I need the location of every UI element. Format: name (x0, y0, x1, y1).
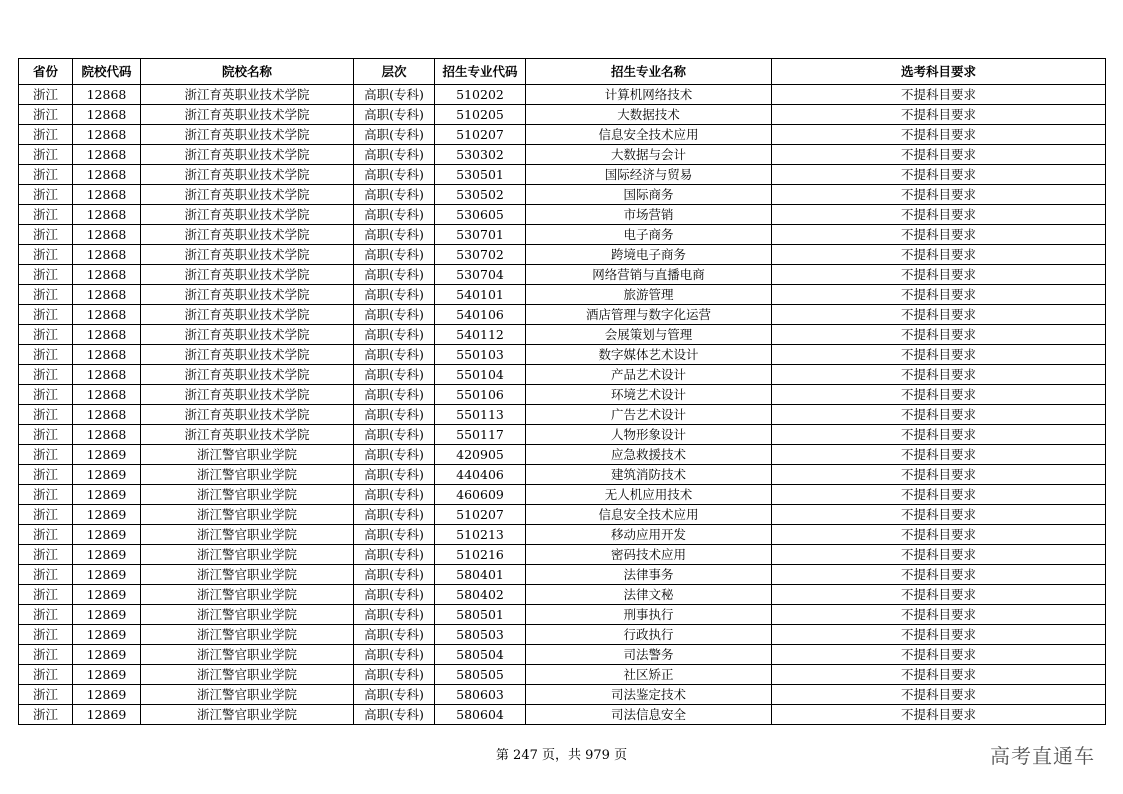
cell-major-code: 510213 (435, 525, 526, 545)
cell-level: 高职(专科) (354, 625, 435, 645)
cell-school-name: 浙江育英职业技术学院 (141, 245, 354, 265)
cell-subject-requirement: 不提科目要求 (772, 205, 1106, 225)
table-row (19, 105, 1106, 125)
cell-major-code: 530605 (435, 205, 526, 225)
table-row (19, 325, 1106, 345)
cell-level: 高职(专科) (354, 305, 435, 325)
cell-province: 浙江 (19, 165, 73, 185)
cell-level: 高职(专科) (354, 565, 435, 585)
cell-subject-requirement: 不提科目要求 (772, 545, 1106, 565)
cell-school-name: 浙江警官职业学院 (141, 665, 354, 685)
cell-province: 浙江 (19, 665, 73, 685)
cell-level: 高职(专科) (354, 265, 435, 285)
header-major-code: 招生专业代码 (435, 59, 526, 85)
cell-major-code: 530702 (435, 245, 526, 265)
cell-major-name: 信息安全技术应用 (526, 125, 772, 145)
cell-major-name: 司法信息安全 (526, 705, 772, 725)
cell-major-name: 司法警务 (526, 645, 772, 665)
cell-province: 浙江 (19, 485, 73, 505)
cell-school-code: 12869 (73, 505, 141, 525)
cell-level: 高职(专科) (354, 285, 435, 305)
cell-subject-requirement: 不提科目要求 (772, 505, 1106, 525)
cell-level: 高职(专科) (354, 205, 435, 225)
header-row (19, 59, 1106, 85)
cell-school-code: 12868 (73, 385, 141, 405)
cell-subject-requirement: 不提科目要求 (772, 625, 1106, 645)
cell-school-code: 12869 (73, 465, 141, 485)
cell-province: 浙江 (19, 305, 73, 325)
cell-level: 高职(专科) (354, 525, 435, 545)
cell-school-name: 浙江育英职业技术学院 (141, 125, 354, 145)
cell-major-code: 530502 (435, 185, 526, 205)
table-row (19, 645, 1106, 665)
table-row (19, 365, 1106, 385)
cell-school-code: 12868 (73, 245, 141, 265)
cell-school-code: 12869 (73, 625, 141, 645)
cell-school-code: 12869 (73, 585, 141, 605)
header-school-name: 院校名称 (141, 59, 354, 85)
cell-level: 高职(专科) (354, 445, 435, 465)
table-row (19, 265, 1106, 285)
cell-major-code: 580402 (435, 585, 526, 605)
cell-school-name: 浙江警官职业学院 (141, 625, 354, 645)
cell-school-code: 12868 (73, 365, 141, 385)
cell-major-code: 530501 (435, 165, 526, 185)
cell-level: 高职(专科) (354, 405, 435, 425)
cell-school-code: 12869 (73, 705, 141, 725)
cell-subject-requirement: 不提科目要求 (772, 585, 1106, 605)
cell-major-name: 法律事务 (526, 565, 772, 585)
cell-school-name: 浙江育英职业技术学院 (141, 305, 354, 325)
cell-major-code: 530302 (435, 145, 526, 165)
table-row (19, 625, 1106, 645)
cell-school-code: 12868 (73, 85, 141, 105)
cell-level: 高职(专科) (354, 165, 435, 185)
cell-major-code: 540106 (435, 305, 526, 325)
cell-school-code: 12868 (73, 305, 141, 325)
cell-major-code: 550104 (435, 365, 526, 385)
cell-subject-requirement: 不提科目要求 (772, 265, 1106, 285)
cell-school-code: 12868 (73, 205, 141, 225)
table-row (19, 605, 1106, 625)
cell-subject-requirement: 不提科目要求 (772, 445, 1106, 465)
cell-school-code: 12869 (73, 565, 141, 585)
cell-subject-requirement: 不提科目要求 (772, 185, 1106, 205)
cell-school-name: 浙江育英职业技术学院 (141, 325, 354, 345)
cell-major-code: 510205 (435, 105, 526, 125)
cell-province: 浙江 (19, 85, 73, 105)
cell-province: 浙江 (19, 685, 73, 705)
cell-school-name: 浙江育英职业技术学院 (141, 385, 354, 405)
cell-school-code: 12868 (73, 345, 141, 365)
cell-school-name: 浙江警官职业学院 (141, 705, 354, 725)
cell-school-name: 浙江警官职业学院 (141, 605, 354, 625)
cell-major-name: 产品艺术设计 (526, 365, 772, 385)
cell-province: 浙江 (19, 265, 73, 285)
cell-major-name: 大数据技术 (526, 105, 772, 125)
cell-level: 高职(专科) (354, 245, 435, 265)
cell-subject-requirement: 不提科目要求 (772, 345, 1106, 365)
cell-level: 高职(专科) (354, 485, 435, 505)
cell-level: 高职(专科) (354, 325, 435, 345)
cell-major-code: 580501 (435, 605, 526, 625)
cell-province: 浙江 (19, 345, 73, 365)
cell-major-code: 540101 (435, 285, 526, 305)
cell-major-code: 510207 (435, 505, 526, 525)
cell-level: 高职(专科) (354, 505, 435, 525)
cell-province: 浙江 (19, 325, 73, 345)
cell-major-name: 社区矫正 (526, 665, 772, 685)
header-province: 省份 (19, 59, 73, 85)
cell-school-code: 12868 (73, 405, 141, 425)
cell-school-name: 浙江警官职业学院 (141, 545, 354, 565)
cell-major-name: 无人机应用技术 (526, 485, 772, 505)
cell-major-name: 国际经济与贸易 (526, 165, 772, 185)
cell-school-code: 12869 (73, 665, 141, 685)
cell-subject-requirement: 不提科目要求 (772, 605, 1106, 625)
cell-school-name: 浙江育英职业技术学院 (141, 105, 354, 125)
cell-level: 高职(专科) (354, 85, 435, 105)
cell-major-name: 法律文秘 (526, 585, 772, 605)
table-row (19, 125, 1106, 145)
cell-subject-requirement: 不提科目要求 (772, 365, 1106, 385)
cell-school-name: 浙江警官职业学院 (141, 465, 354, 485)
cell-subject-requirement: 不提科目要求 (772, 305, 1106, 325)
cell-school-code: 12869 (73, 645, 141, 665)
cell-province: 浙江 (19, 705, 73, 725)
cell-school-code: 12868 (73, 225, 141, 245)
cell-major-name: 刑事执行 (526, 605, 772, 625)
cell-subject-requirement: 不提科目要求 (772, 485, 1106, 505)
cell-major-code: 510216 (435, 545, 526, 565)
header-school-code: 院校代码 (73, 59, 141, 85)
cell-province: 浙江 (19, 465, 73, 485)
cell-level: 高职(专科) (354, 225, 435, 245)
table-row (19, 685, 1106, 705)
cell-major-name: 市场营销 (526, 205, 772, 225)
table-row (19, 145, 1106, 165)
cell-school-code: 12868 (73, 325, 141, 345)
table-row (19, 525, 1106, 545)
cell-major-name: 应急救援技术 (526, 445, 772, 465)
cell-subject-requirement: 不提科目要求 (772, 405, 1106, 425)
cell-school-name: 浙江育英职业技术学院 (141, 285, 354, 305)
cell-major-name: 广告艺术设计 (526, 405, 772, 425)
cell-province: 浙江 (19, 385, 73, 405)
header-subject-requirement: 选考科目要求 (772, 59, 1106, 85)
cell-subject-requirement: 不提科目要求 (772, 325, 1106, 345)
cell-school-code: 12869 (73, 525, 141, 545)
cell-subject-requirement: 不提科目要求 (772, 705, 1106, 725)
cell-subject-requirement: 不提科目要求 (772, 565, 1106, 585)
cell-province: 浙江 (19, 245, 73, 265)
cell-subject-requirement: 不提科目要求 (772, 685, 1106, 705)
table-body (19, 85, 1106, 725)
cell-level: 高职(专科) (354, 345, 435, 365)
cell-major-name: 司法鉴定技术 (526, 685, 772, 705)
cell-major-name: 旅游管理 (526, 285, 772, 305)
cell-major-name: 电子商务 (526, 225, 772, 245)
cell-school-code: 12869 (73, 445, 141, 465)
cell-major-name: 人物形象设计 (526, 425, 772, 445)
cell-major-name: 行政执行 (526, 625, 772, 645)
cell-school-code: 12868 (73, 145, 141, 165)
cell-major-name: 环境艺术设计 (526, 385, 772, 405)
cell-school-name: 浙江警官职业学院 (141, 645, 354, 665)
cell-school-name: 浙江警官职业学院 (141, 585, 354, 605)
cell-major-name: 会展策划与管理 (526, 325, 772, 345)
cell-school-name: 浙江育英职业技术学院 (141, 425, 354, 445)
cell-province: 浙江 (19, 425, 73, 445)
cell-subject-requirement: 不提科目要求 (772, 645, 1106, 665)
cell-level: 高职(专科) (354, 665, 435, 685)
cell-subject-requirement: 不提科目要求 (772, 385, 1106, 405)
cell-level: 高职(专科) (354, 145, 435, 165)
cell-province: 浙江 (19, 365, 73, 385)
page-number: 第 247 页，共 979 页 (495, 748, 628, 763)
cell-school-code: 12868 (73, 125, 141, 145)
cell-major-name: 数字媒体艺术设计 (526, 345, 772, 365)
cell-level: 高职(专科) (354, 185, 435, 205)
cell-level: 高职(专科) (354, 645, 435, 665)
cell-school-name: 浙江育英职业技术学院 (141, 365, 354, 385)
header-major-name: 招生专业名称 (526, 59, 772, 85)
cell-major-code: 550117 (435, 425, 526, 445)
table-row (19, 85, 1106, 105)
cell-province: 浙江 (19, 645, 73, 665)
cell-major-code: 550113 (435, 405, 526, 425)
cell-subject-requirement: 不提科目要求 (772, 85, 1106, 105)
table-row (19, 285, 1106, 305)
table-row (19, 165, 1106, 185)
cell-major-name: 国际商务 (526, 185, 772, 205)
cell-major-name: 密码技术应用 (526, 545, 772, 565)
cell-level: 高职(专科) (354, 105, 435, 125)
cell-major-code: 510207 (435, 125, 526, 145)
cell-major-code: 510202 (435, 85, 526, 105)
cell-school-name: 浙江育英职业技术学院 (141, 205, 354, 225)
cell-school-code: 12869 (73, 605, 141, 625)
cell-school-code: 12868 (73, 185, 141, 205)
cell-school-name: 浙江育英职业技术学院 (141, 225, 354, 245)
table-row (19, 405, 1106, 425)
table-row (19, 665, 1106, 685)
cell-subject-requirement: 不提科目要求 (772, 665, 1106, 685)
cell-province: 浙江 (19, 445, 73, 465)
cell-province: 浙江 (19, 205, 73, 225)
cell-school-name: 浙江警官职业学院 (141, 525, 354, 545)
cell-level: 高职(专科) (354, 705, 435, 725)
cell-major-code: 580503 (435, 625, 526, 645)
cell-major-name: 建筑消防技术 (526, 465, 772, 485)
table-row (19, 465, 1106, 485)
cell-subject-requirement: 不提科目要求 (772, 425, 1106, 445)
cell-level: 高职(专科) (354, 385, 435, 405)
table-row (19, 185, 1106, 205)
cell-major-name: 移动应用开发 (526, 525, 772, 545)
cell-school-name: 浙江警官职业学院 (141, 685, 354, 705)
cell-major-code: 580604 (435, 705, 526, 725)
cell-province: 浙江 (19, 585, 73, 605)
cell-major-name: 信息安全技术应用 (526, 505, 772, 525)
cell-province: 浙江 (19, 605, 73, 625)
cell-subject-requirement: 不提科目要求 (772, 525, 1106, 545)
cell-school-name: 浙江警官职业学院 (141, 485, 354, 505)
cell-major-code: 550103 (435, 345, 526, 365)
table-row (19, 545, 1106, 565)
cell-major-code: 540112 (435, 325, 526, 345)
cell-province: 浙江 (19, 565, 73, 585)
cell-school-code: 12868 (73, 165, 141, 185)
cell-level: 高职(专科) (354, 605, 435, 625)
table-row (19, 425, 1106, 445)
cell-province: 浙江 (19, 145, 73, 165)
cell-school-name: 浙江育英职业技术学院 (141, 145, 354, 165)
cell-province: 浙江 (19, 225, 73, 245)
cell-school-code: 12868 (73, 285, 141, 305)
table-row (19, 505, 1106, 525)
cell-major-code: 460609 (435, 485, 526, 505)
cell-level: 高职(专科) (354, 685, 435, 705)
cell-subject-requirement: 不提科目要求 (772, 285, 1106, 305)
cell-major-name: 网络营销与直播电商 (526, 265, 772, 285)
cell-school-code: 12869 (73, 685, 141, 705)
cell-school-code: 12869 (73, 545, 141, 565)
table-row (19, 445, 1106, 465)
cell-school-name: 浙江警官职业学院 (141, 445, 354, 465)
cell-level: 高职(专科) (354, 125, 435, 145)
table-row (19, 565, 1106, 585)
cell-subject-requirement: 不提科目要求 (772, 245, 1106, 265)
cell-subject-requirement: 不提科目要求 (772, 105, 1106, 125)
cell-province: 浙江 (19, 125, 73, 145)
cell-subject-requirement: 不提科目要求 (772, 225, 1106, 245)
cell-province: 浙江 (19, 285, 73, 305)
cell-subject-requirement: 不提科目要求 (772, 165, 1106, 185)
cell-school-name: 浙江警官职业学院 (141, 505, 354, 525)
table-row (19, 245, 1106, 265)
cell-school-name: 浙江育英职业技术学院 (141, 265, 354, 285)
cell-school-code: 12868 (73, 265, 141, 285)
cell-major-name: 大数据与会计 (526, 145, 772, 165)
cell-major-code: 530701 (435, 225, 526, 245)
admissions-table (18, 58, 1106, 725)
cell-province: 浙江 (19, 505, 73, 525)
cell-level: 高职(专科) (354, 465, 435, 485)
cell-major-code: 420905 (435, 445, 526, 465)
cell-level: 高职(专科) (354, 425, 435, 445)
cell-major-name: 跨境电子商务 (526, 245, 772, 265)
cell-major-name: 酒店管理与数字化运营 (526, 305, 772, 325)
cell-school-code: 12868 (73, 425, 141, 445)
cell-province: 浙江 (19, 545, 73, 565)
cell-major-code: 580401 (435, 565, 526, 585)
cell-major-code: 440406 (435, 465, 526, 485)
cell-province: 浙江 (19, 105, 73, 125)
watermark-logo: 高考直通车 (990, 744, 1095, 768)
cell-major-name: 计算机网络技术 (526, 85, 772, 105)
table-row (19, 485, 1106, 505)
cell-school-name: 浙江警官职业学院 (141, 565, 354, 585)
cell-school-name: 浙江育英职业技术学院 (141, 345, 354, 365)
cell-major-code: 580603 (435, 685, 526, 705)
cell-major-code: 580505 (435, 665, 526, 685)
cell-province: 浙江 (19, 405, 73, 425)
table-row (19, 225, 1106, 245)
table-row (19, 305, 1106, 325)
cell-major-code: 580504 (435, 645, 526, 665)
cell-province: 浙江 (19, 625, 73, 645)
cell-school-name: 浙江育英职业技术学院 (141, 85, 354, 105)
table-row (19, 345, 1106, 365)
table-row (19, 585, 1106, 605)
cell-level: 高职(专科) (354, 365, 435, 385)
cell-school-code: 12868 (73, 105, 141, 125)
cell-province: 浙江 (19, 185, 73, 205)
table-row (19, 385, 1106, 405)
cell-school-name: 浙江育英职业技术学院 (141, 185, 354, 205)
cell-subject-requirement: 不提科目要求 (772, 125, 1106, 145)
table-row (19, 705, 1106, 725)
cell-subject-requirement: 不提科目要求 (772, 465, 1106, 485)
table-row (19, 205, 1106, 225)
cell-subject-requirement: 不提科目要求 (772, 145, 1106, 165)
cell-major-code: 550106 (435, 385, 526, 405)
cell-province: 浙江 (19, 525, 73, 545)
cell-school-code: 12869 (73, 485, 141, 505)
cell-level: 高职(专科) (354, 545, 435, 565)
cell-school-name: 浙江育英职业技术学院 (141, 165, 354, 185)
cell-school-name: 浙江育英职业技术学院 (141, 405, 354, 425)
cell-level: 高职(专科) (354, 585, 435, 605)
cell-major-code: 530704 (435, 265, 526, 285)
header-level: 层次 (354, 59, 435, 85)
